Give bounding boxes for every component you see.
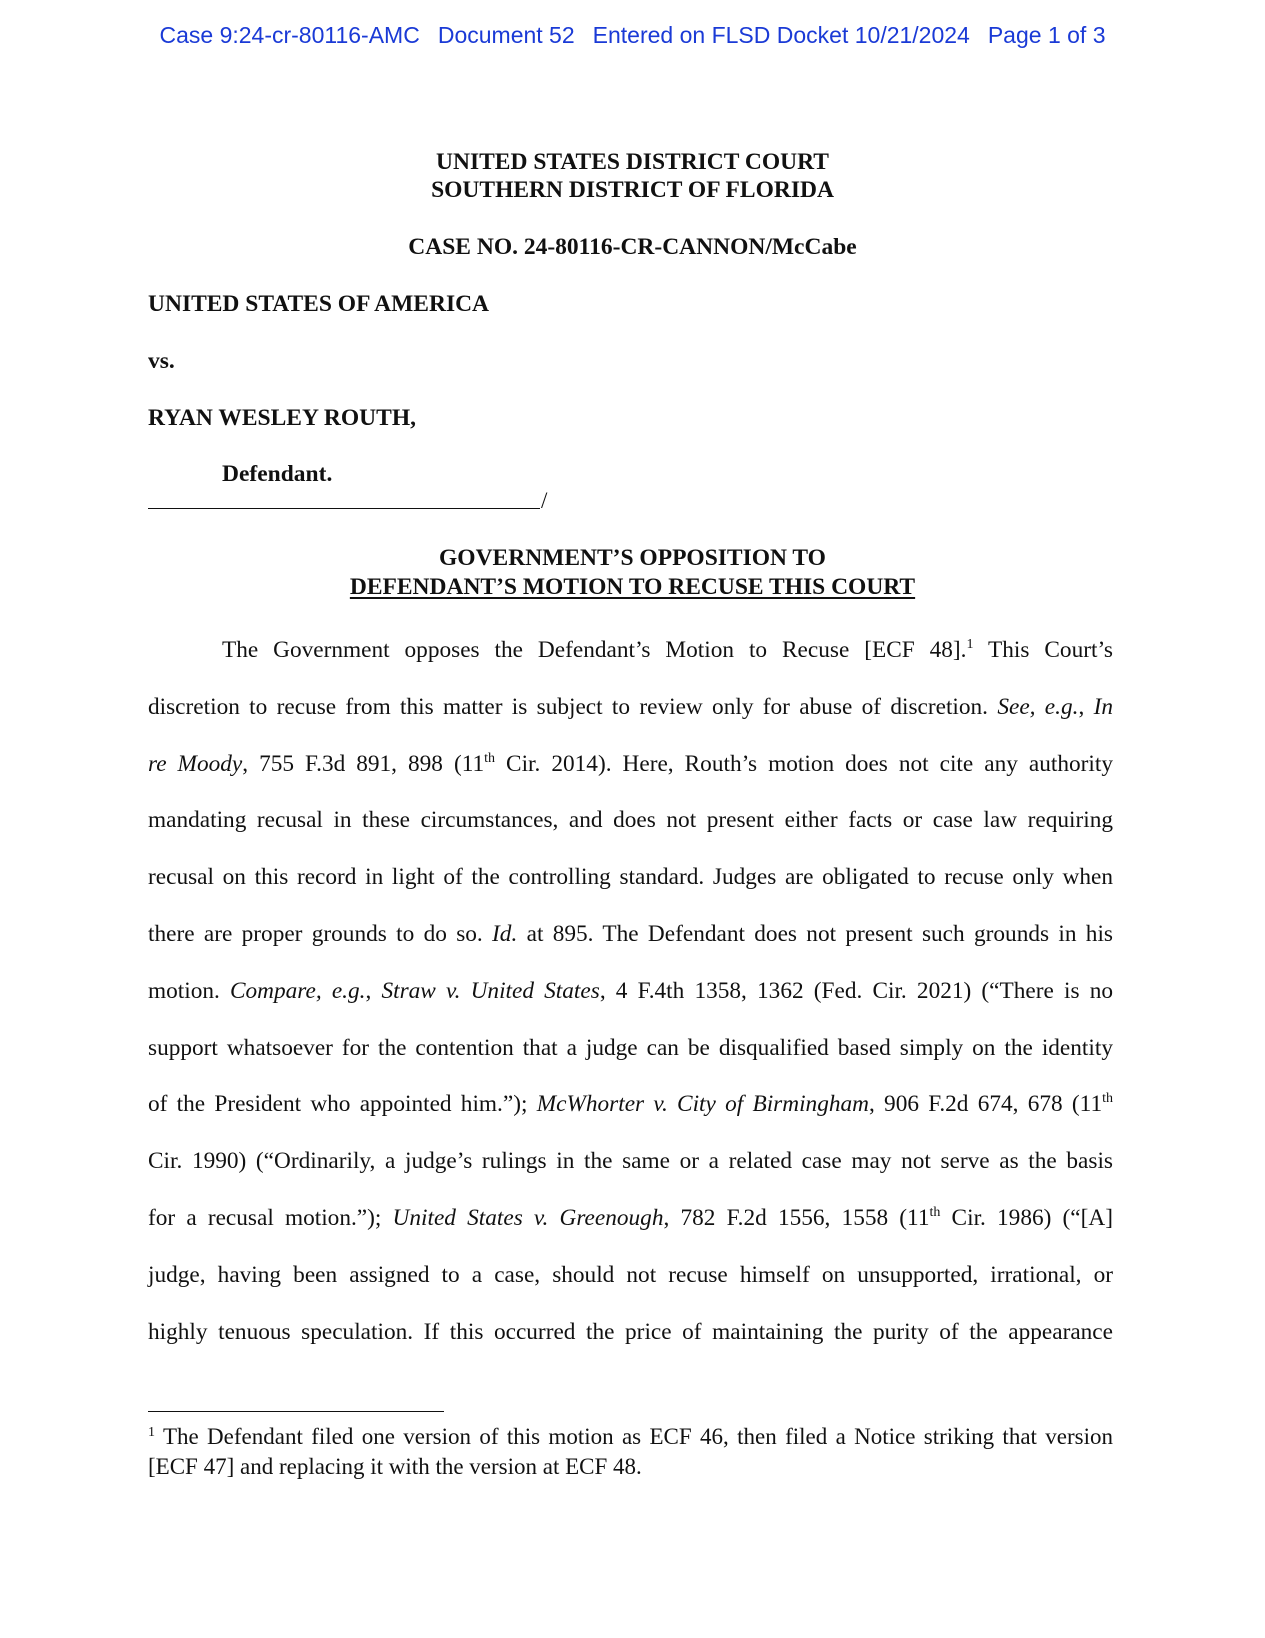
footnote — [148, 1422, 1113, 1482]
defendant-label: Defendant. — [222, 461, 333, 487]
body-line: motion. Compare, e.g., Straw v. United States, 4 F.4th 1358, 1362 (Fed. Cir. 2021) (“There is no — [148, 977, 1113, 1004]
footnote-line: [ECF 47] and replacing it with the version at ECF 48. — [148, 1454, 642, 1479]
caption-slash: / — [541, 488, 548, 513]
body-line: recusal on this record in light of the controlling standard. Judges are obligated to recuse only when — [148, 864, 1113, 891]
body-line: re Moody, 755 F.3d 891, 898 (11th Cir. 2014). Here, Routh’s motion does not cite any authority — [148, 750, 1114, 777]
body-line: of the President who appointed him.”); McWhorter v. City of Birmingham, 906 F.2d 674, 678 (11th — [148, 1091, 1113, 1118]
footnote-line: $^1$ The Defendant filed one version of this motion as ECF 46, then filed a Notice striking that version — [148, 1424, 1113, 1449]
court-district: SOUTHERN DISTRICT OF FLORIDA — [431, 177, 834, 203]
body-line: Cir. 1990) (“Ordinarily, a judge’s rulings in the same or a related case may not serve as the basis — [148, 1148, 1113, 1175]
body-line: highly tenuous speculation. If this occurred the price of maintaining the purity of the appearance — [148, 1318, 1113, 1345]
court-heading — [0, 148, 1265, 204]
versus-label: vs. — [148, 348, 175, 374]
caption-rule — [148, 508, 540, 509]
title-line-1: GOVERNMENT’S OPPOSITION TO — [439, 545, 826, 571]
case-number: CASE NO. 24-80116-CR-CANNON/McCabe — [408, 234, 857, 260]
body-line: The Government opposes the Defendant’s Motion to Recuse [ECF 48].$^1$ This Court’s — [222, 637, 1113, 663]
docket-page-number: Page 1 of 3 — [987, 22, 1106, 48]
body-paragraph — [148, 622, 1113, 1360]
body-line: for a recusal motion.”); United States v. Greenough, 782 F.2d 1556, 1558 (11th Cir. 1986) (“[A] — [148, 1204, 1113, 1231]
document-title — [0, 544, 1265, 602]
body-line: judge, having been assigned to a case, should not recuse himself on unsupported, irrational, or — [148, 1261, 1113, 1288]
body-line: support whatsoever for the contention that a judge can be disqualified based simply on the identity — [148, 1034, 1113, 1061]
title-line-2: DEFENDANT’S MOTION TO RECUSE THIS COURT — [349, 574, 916, 600]
docket-header — [0, 22, 1265, 49]
defendant-name: RYAN WESLEY ROUTH, — [148, 405, 416, 431]
body-line: there are proper grounds to do so. Id. at 895. The Defendant does not present such grounds in his — [148, 920, 1113, 947]
footnote-reference[interactable]: 1 — [966, 637, 974, 652]
footnote-marker: 1 — [148, 1425, 155, 1440]
plaintiff-name: UNITED STATES OF AMERICA — [148, 291, 490, 317]
body-line: discretion to recuse from this matter is subject to review only for abuse of discretion. See, e.g., In — [148, 693, 1113, 720]
docket-document-number: Document 52 — [437, 22, 575, 48]
docket-entered-date: Entered on FLSD Docket 10/21/2024 — [592, 22, 970, 48]
court-name: UNITED STATES DISTRICT COURT — [436, 149, 829, 175]
body-line: mandating recusal in these circumstances, and does not present either facts or case law requiring — [148, 807, 1113, 834]
footnote-separator — [148, 1411, 444, 1412]
docket-case-number: Case 9:24-cr-80116-AMC — [159, 22, 420, 48]
